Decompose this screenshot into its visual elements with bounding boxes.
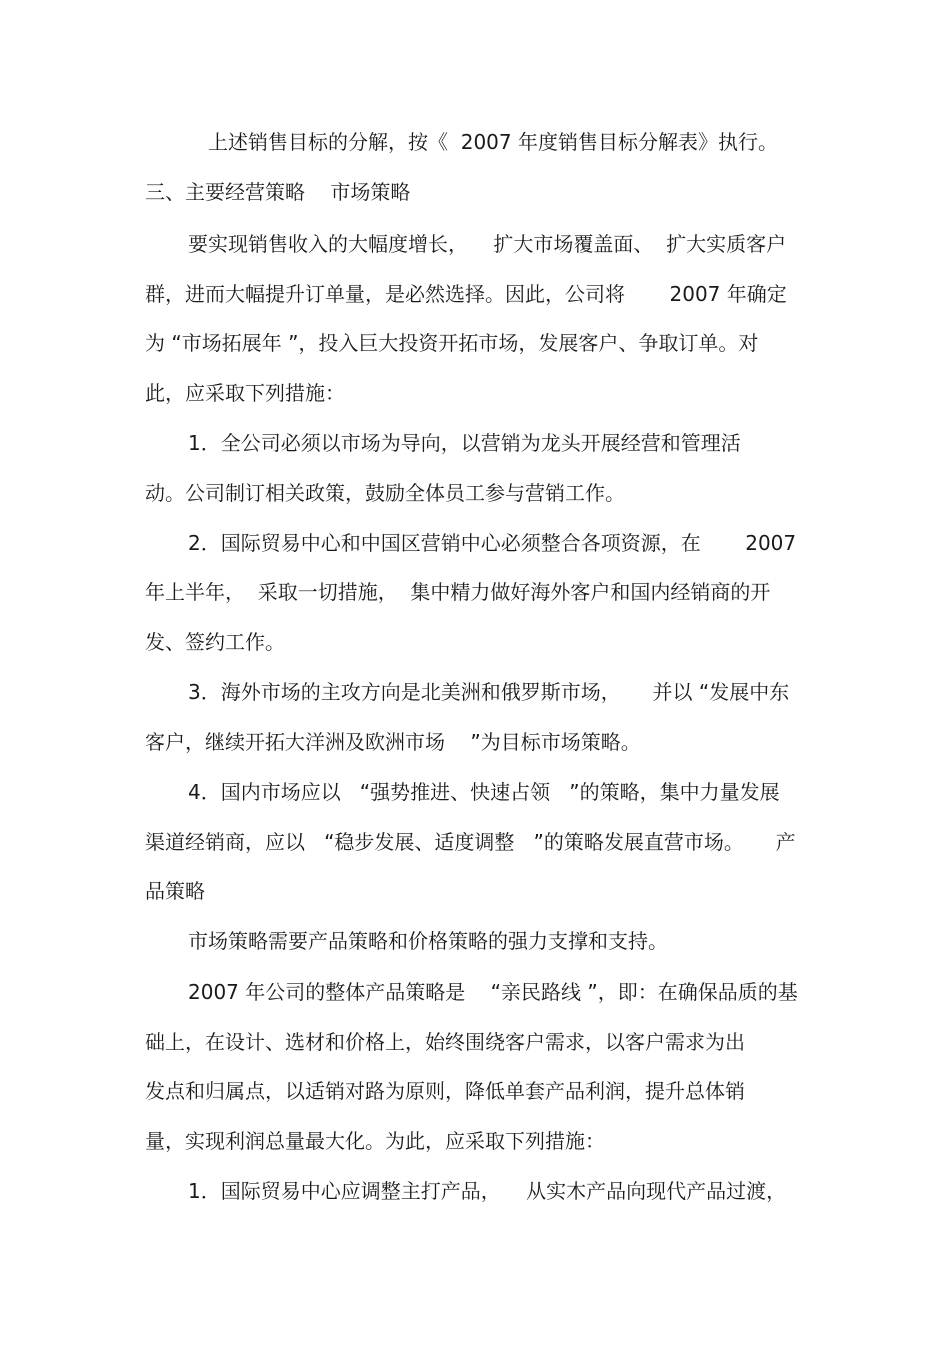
text-line: 三、主要经营策略 市场策略 (145, 180, 411, 204)
text-line: 发点和归属点，以适销对路为原则，降低单套产品利润，提升总体销 (145, 1079, 745, 1103)
text-line: 要实现销售收入的大幅度增长， 扩大市场覆盖面、 扩大实质客户 (188, 232, 787, 256)
text-line: 1．国际贸易中心应调整主打产品， 从实木产品向现代产品过渡， (188, 1179, 787, 1203)
text-line: 发、签约工作。 (145, 630, 285, 654)
text-line: 量，实现利润总量最大化。为此，应采取下列措施： (145, 1129, 605, 1153)
text-line: 此，应采取下列措施： (145, 381, 345, 405)
text-line: 渠道经销商，应以 “稳步发展、适度调整 ”的策略发展直营市场。 产 (145, 830, 796, 854)
text-line: 2007 年公司的整体产品策略是 “亲民路线 ”，即：在确保品质的基 (188, 980, 798, 1004)
text-line: 1．全公司必须以市场为导向，以营销为龙头开展经营和管理活 (188, 431, 741, 455)
text-line: 4．国内市场应以 “强势推进、快速占领 ”的策略，集中力量发展 (188, 780, 780, 804)
text-line: 品策略 (145, 879, 205, 903)
text-line: 客户，继续开拓大洋洲及欧洲市场 ”为目标市场策略。 (145, 730, 641, 754)
text-line: 市场策略需要产品策略和价格策略的强力支撑和支持。 (188, 929, 668, 953)
text-line: 础上，在设计、选材和价格上，始终围绕客户需求，以客户需求为出 (145, 1030, 745, 1054)
text-line: 3．海外市场的主攻方向是北美洲和俄罗斯市场， 并以 “发展中东 (188, 680, 790, 704)
text-line: 群，进而大幅提升订单量，是必然选择。因此，公司将 2007 年确定 (145, 282, 787, 306)
text-line: 动。公司制订相关政策，鼓励全体员工参与营销工作。 (145, 481, 625, 505)
text-line: 年上半年， 采取一切措施， 集中精力做好海外客户和国内经销商的开 (145, 580, 771, 604)
text-line: 2．国际贸易中心和中国区营销中心必须整合各项资源，在 2007 (188, 531, 797, 555)
text-line: 为 “市场拓展年 ”，投入巨大投资开拓市场，发展客户、争取订单。对 (145, 331, 759, 355)
text-line: 上述销售目标的分解，按《 2007 年度销售目标分解表》执行。 (208, 130, 778, 154)
